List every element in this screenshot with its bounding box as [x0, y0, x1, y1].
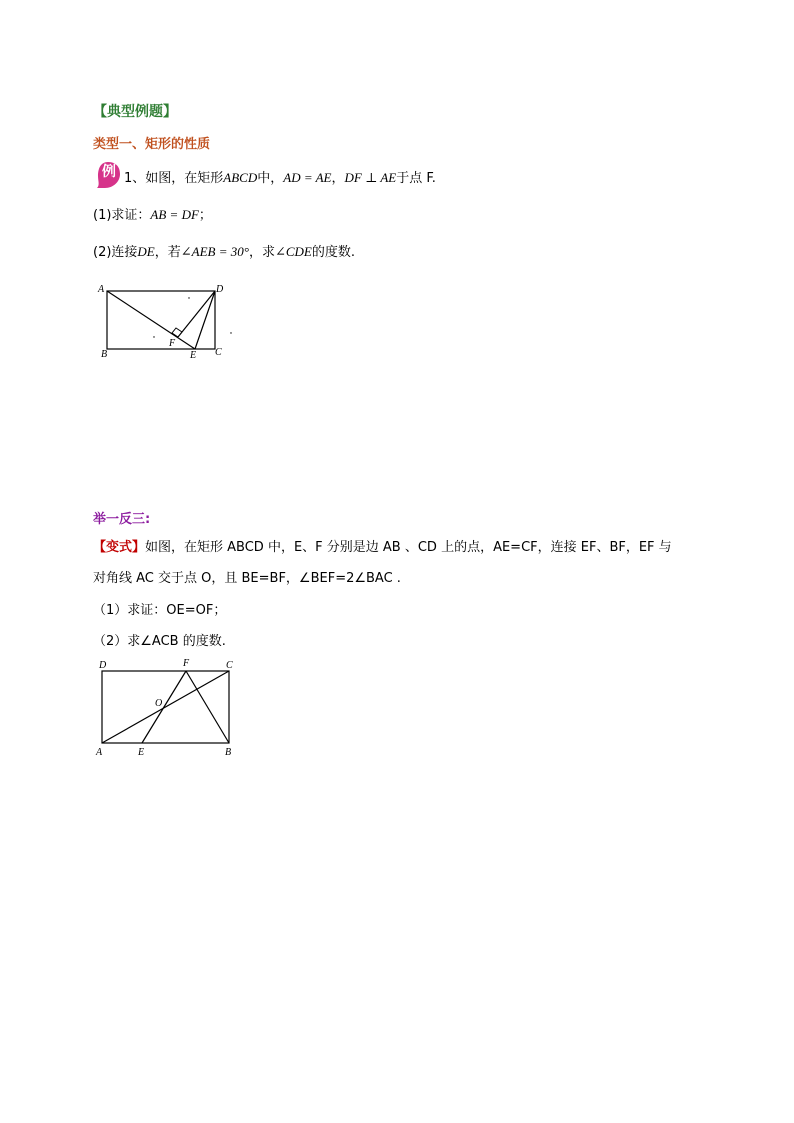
- figure1-segment-ae: [107, 291, 195, 349]
- figure1-right-angle-mark: [172, 328, 182, 337]
- figure2-diagram: [92, 656, 242, 762]
- variant-header: 举一反三:: [93, 512, 151, 527]
- example1-intro: [124, 170, 436, 187]
- part2-mid2: ，求: [248, 245, 275, 260]
- example1-eq1: AD = AE: [283, 170, 332, 185]
- figure2-segment-bf: [186, 671, 229, 743]
- figure2-segment-ef: [142, 671, 186, 743]
- example1-mid1: 中，: [257, 171, 284, 186]
- variant-q2: （2）求∠ACB 的度数.: [93, 634, 226, 649]
- figure2-label-d: D: [99, 660, 107, 671]
- figure1-segment-de: [195, 291, 215, 349]
- example1-sep: ，: [331, 171, 345, 186]
- figure2-label-e: E: [138, 747, 145, 758]
- figure2-diagonal-ac: [102, 671, 229, 743]
- part2-seg: DE: [137, 244, 155, 259]
- part1-prefix: (1)求证：: [93, 208, 151, 223]
- part2-target: ∠CDE: [274, 244, 312, 259]
- figure1-label-d: D: [216, 284, 224, 295]
- variant-line2: 对角线 AC 交于点 O，且 BE=BF，∠BEF=2∠BAC .: [93, 571, 401, 586]
- figure1-label-b: B: [101, 349, 108, 360]
- example1-part2: [93, 244, 355, 261]
- variant-tag: 【变式】: [93, 540, 146, 555]
- figure1-label-f: F: [169, 338, 176, 349]
- section-header: 【典型例题】: [93, 104, 177, 120]
- part2-prefix: (2)连接: [93, 245, 138, 260]
- figure1-label-c: C: [215, 347, 222, 358]
- part2-suffix: 的度数.: [311, 245, 356, 260]
- figure2-label-o: O: [155, 698, 163, 709]
- variant-q1: （1）求证：OE=OF；: [93, 603, 227, 618]
- type1-title: 类型一、矩形的性质: [93, 137, 211, 152]
- figure1-rectangle: [107, 291, 215, 349]
- figure1-segment-df: [178, 291, 215, 337]
- part1-suffix: ；: [198, 208, 212, 223]
- example1-part1: [93, 207, 212, 224]
- figure1-diagram: [94, 278, 244, 368]
- part2-mid: ，若: [154, 245, 181, 260]
- example1-suffix: 于点 F.: [396, 171, 436, 186]
- part1-eq: AB = DF: [150, 207, 199, 222]
- variant-line1-text: 如图，在矩形 ABCD 中，E、F 分别是边 AB 、CD 上的点，AE=CF，连接 EF、BF，EF 与: [145, 540, 672, 555]
- figure2-label-a: A: [96, 747, 103, 758]
- example1-rect-name: ABCD: [223, 170, 258, 185]
- figure2-label-b: B: [225, 747, 232, 758]
- example1-perp: DF ⊥ AE: [344, 170, 397, 185]
- figure2-label-c: C: [226, 660, 233, 671]
- variant-line1: [93, 540, 672, 556]
- part2-angle: ∠AEB = 30°: [180, 244, 249, 259]
- figure1-label-a: A: [98, 284, 105, 295]
- figure2-label-f: F: [183, 658, 190, 669]
- example1-intro-prefix: 1、如图，在矩形: [124, 171, 224, 186]
- example-badge-label: 例: [102, 164, 116, 180]
- figure1-label-e: E: [190, 350, 197, 361]
